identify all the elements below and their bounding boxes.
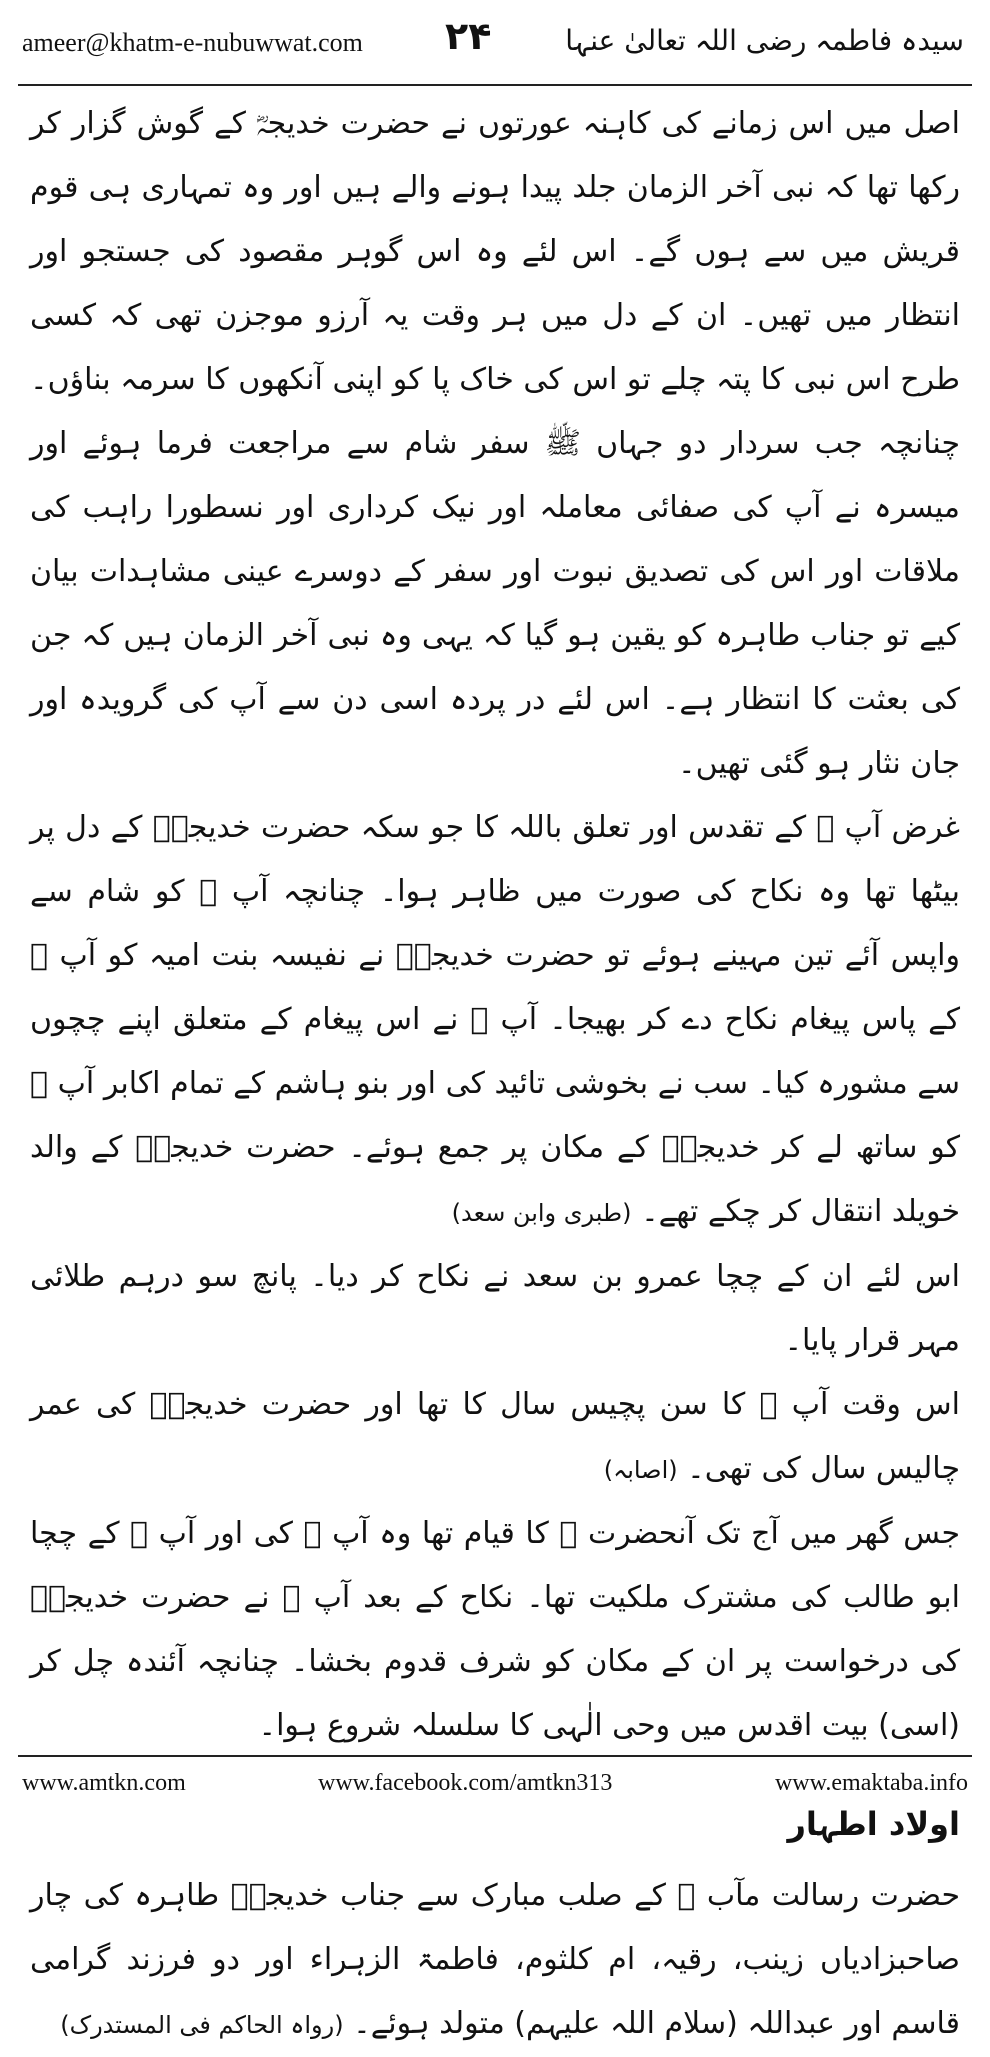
paragraph-2 xyxy=(30,796,960,1245)
page-number: ۲۴ xyxy=(445,14,492,58)
paragraph-2-text: غرض آپ ﷺ کے تقدس اور تعلق باللہ کا جو سکہ حضرت خدیجہؓ کے دل پر بیٹھا تھا وہ نکاح کی صورت میں ظاہر ہوا۔ چنانچہ آپ ﷺ کو شام سے واپس آئے تین مہینے ہوئے تو حضرت خدیجہؓ نے نفیسہ بنت امیہ کو آپ ﷺ کے پاس پیغام نکاح دے کر بھیجا۔ آپ ﷺ نے اس پیغام کے متعلق اپنے چچوں سے مشورہ کیا۔ سب نے بخوشی تائید کی اور بنو ہاشم کے تمام اکابر آپ ﷺ کو ساتھ لے کر خدیجہؓ کے مکان پر جمع ہوئے۔ حضرت خدیجہؓ کے والد خویلد انتقال کر چکے تھے۔ xyxy=(30,810,960,1229)
paragraph-4-text: اس وقت آپ ﷺ کا سن پچیس سال کا تھا اور حضرت خدیجہؓ کی عمر چالیس سال کی تھی۔ xyxy=(30,1387,960,1486)
footer-link-emaktaba[interactable]: www.emaktaba.info xyxy=(774,1770,968,1796)
header-email: ameer@khatm-e-nubuwwat.com xyxy=(22,28,363,57)
paragraph-6 xyxy=(30,1864,960,2057)
footer-divider xyxy=(18,1755,972,1757)
paragraph-6-text: حضرت رسالت مآب ﷺ کے صلب مبارک سے جناب خدیجہؓ طاہرہ کی چار صاحبزادیاں زینب، رقیہ، ام کلثوم، فاطمۃ الزہراء اور دو فرزند گرامی قاسم اور عبداللہ (سلام اللہ علیہم) متولد ہوئے۔ xyxy=(30,1878,960,2041)
citation-hakim: (رواہ الحاکم فی المستدرک) xyxy=(60,2011,344,2039)
footer-link-facebook[interactable]: www.facebook.com/amtkn313 xyxy=(318,1770,613,1796)
page-header xyxy=(0,0,990,88)
paragraph-5: جس گھر میں آج تک آنحضرت ﷺ کا قیام تھا وہ آپ ﷺ کی اور آپ ﷺ کے چچا ابو طالب کی مشترک ملکیت تھا۔ نکاح کے بعد آپ ﷺ نے حضرت خدیجہؓ کی درخواست پر ان کے مکان کو شرف قدوم بخشا۔ چنانچہ آئندہ چل کر (اسی) بیت اقدس میں وحی الٰہی کا سلسلہ شروع ہوا۔ xyxy=(30,1516,960,1743)
citation-tabari: (طبری وابن سعد) xyxy=(451,1199,632,1227)
paragraph-3: اس لئے ان کے چچا عمرو بن سعد نے نکاح کر دیا۔ پانچ سو درہم طلائی مہر قرار پایا۔ xyxy=(30,1259,960,1358)
citation-isabah: (اصابہ) xyxy=(603,1456,678,1484)
paragraph-1: اصل میں اس زمانے کی کاہنہ عورتوں نے حضرت خدیجہؓ کے گوش گزار کر رکھا تھا کہ نبی آخر الزمان جلد پیدا ہونے والے ہیں اور وہ تمہاری ہی قوم قریش میں سے ہوں گے۔ اس لئے وہ اس گوہر مقصود کی جستجو اور انتظار میں تھیں۔ ان کے دل میں ہر وقت یہ آرزو موجزن تھی کہ کسی طرح اس نبی کا پتہ چلے تو اس کی خاک پا کو اپنی آنکھوں کا سرمہ بناؤں۔ چنانچہ جب سردار دو جہاں ﷺ سفر شام سے مراجعت فرما ہوئے اور میسرہ نے آپ کی صفائی معاملہ اور نیک کرداری اور نسطورا راہب کی ملاقات اور اس کی تصدیق نبوت اور سفر کے دوسرے عینی مشاہدات بیان کیے تو جناب طاہرہ کو یقین ہو گیا کہ یہی وہ نبی آخر الزمان ہیں کہ جن کی بعثت کا انتظار ہے۔ اس لئے در پردہ اسی دن سے آپ کی گرویدہ اور جان نثار ہو گئی تھیں۔ xyxy=(30,106,960,781)
header-divider xyxy=(18,84,972,86)
section-heading: اولاد اطہار xyxy=(787,1805,960,1843)
page-footer xyxy=(0,1766,990,1806)
footer-link-amtkn[interactable]: www.amtkn.com xyxy=(22,1770,186,1796)
book-title: سیدہ فاطمہ رضی اللہ تعالیٰ عنہا xyxy=(565,24,964,57)
paragraph-4 xyxy=(30,1373,960,1502)
